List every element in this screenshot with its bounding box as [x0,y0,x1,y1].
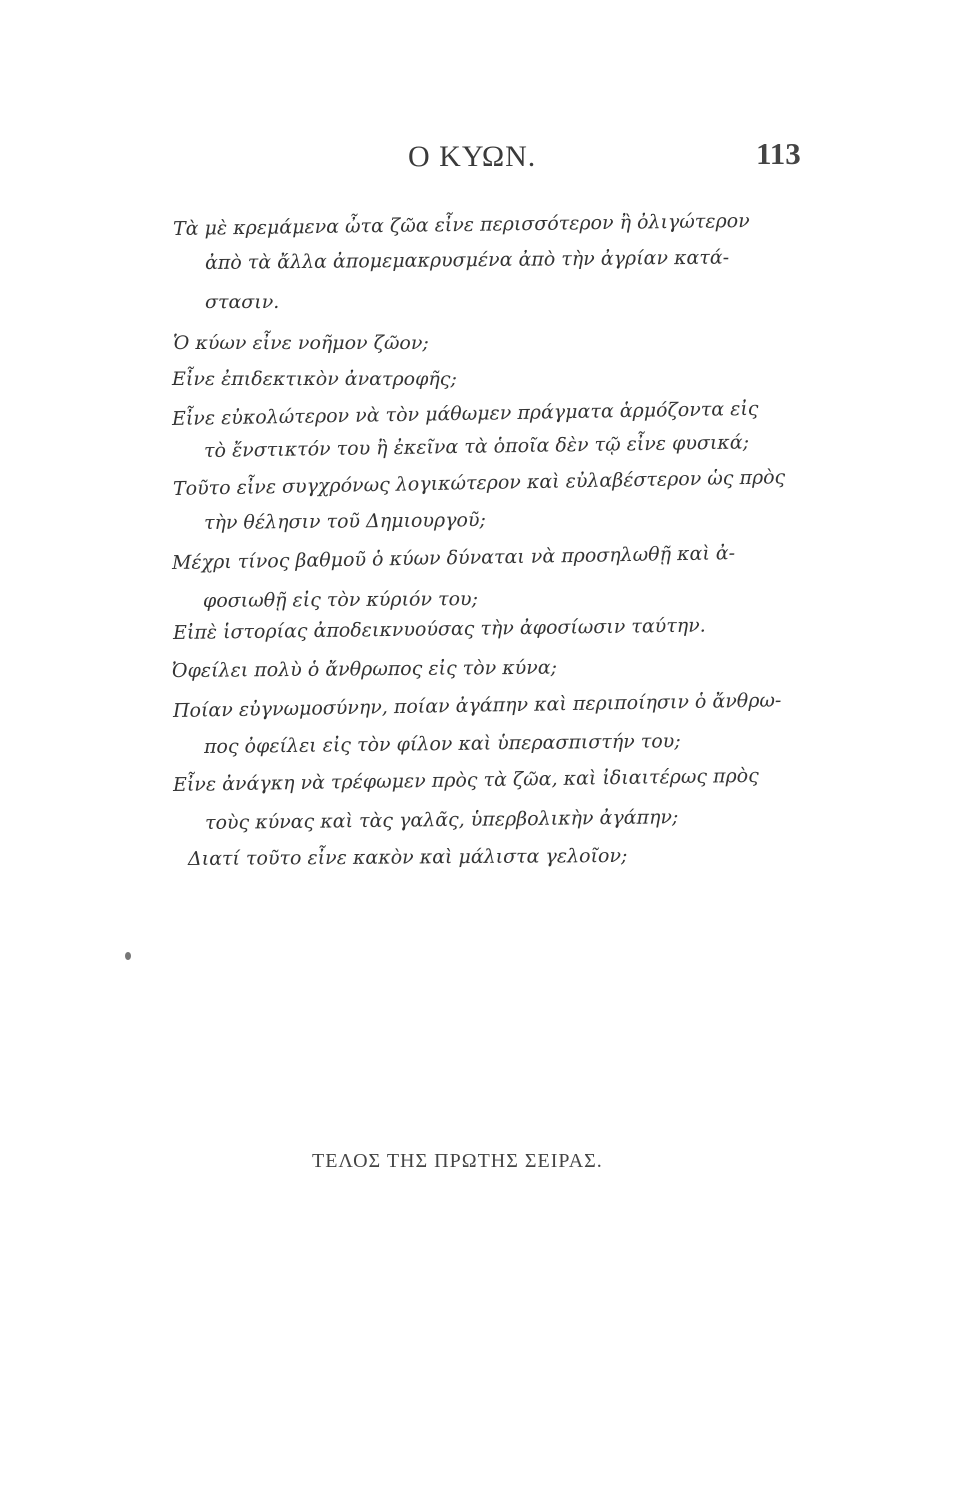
text-line: τὸ ἔνστικτόν του ἢ ἐκεῖνα τὰ ὁποῖα δὲν τῷ εἶνε φυσικά; [203,431,750,462]
text-line: φοσιωθῇ εἰς τὸν κύριόν του; [202,588,479,612]
text-line: Εἰπὲ ἱστορίας ἀποδεικνυούσας τὴν ἀφοσίωσιν ταύτην. [172,614,706,644]
text-line: Εἶνε εὐκολώτερον νὰ τὸν μάθωμεν πράγματα ἁρμόζοντα εἰς [171,397,759,430]
text-line: Εἶνε ἀνάγκη νὰ τρέφωμεν πρὸς τὰ ζῶα, καὶ ἰδιαιτέρως πρὸς [172,764,759,796]
ink-speck [125,952,131,960]
text-line: στασιν. [205,291,280,313]
series-end-text: ΤΕΛΟΣ ΤΗΣ ΠΡΩΤΗΣ ΣΕΙΡΑΣ. [312,1150,603,1172]
text-line: Μέχρι τίνος βαθμοῦ ὁ κύων δύναται νὰ προσηλωθῇ καὶ ἀ- [171,542,736,574]
text-line: Τὰ μὲ κρεμάμενα ὦτα ζῶα εἶνε περισσότερον ἢ ὀλιγώτερον [172,209,750,240]
text-line: τοὺς κύνας καὶ τὰς γαλᾶς, ὑπερβολικὴν ἀγάπην; [204,806,679,834]
text-line: Τοῦτο εἶνε συγχρόνως λογικώτερον καὶ εὐλαβέστερον ὡς πρὸς [172,466,786,500]
page-number: 113 [756,136,801,171]
text-line: Ὀφείλει πολὺ ὁ ἄνθρωπος εἰς τὸν κύνα; [171,656,558,682]
text-line: Ὁ κύων εἶνε νοῆμον ζῶον; [173,332,429,354]
running-title: Ο ΚΥΩΝ. [408,140,537,173]
text-line: ἀπὸ τὰ ἄλλα ἀπομεμακρυσμένα ἀπὸ τὴν ἀγρίαν κατά- [204,246,730,274]
text-line: Διατί τοῦτο εἶνε κακὸν καὶ μάλιστα γελοῖον; [187,844,628,870]
text-line: Εἶνε ἐπιδεκτικὸν ἀνατροφῆς; [172,368,457,390]
text-line: πος ὀφείλει εἰς τὸν φίλον καὶ ὑπερασπιστήν του; [203,730,681,758]
text-line: τὴν θέλησιν τοῦ Δημιουργοῦ; [203,509,487,534]
text-line: Ποίαν εὐγνωμοσύνην, ποίαν ἀγάπην καὶ περιποίησιν ὁ ἄνθρω- [172,689,782,722]
